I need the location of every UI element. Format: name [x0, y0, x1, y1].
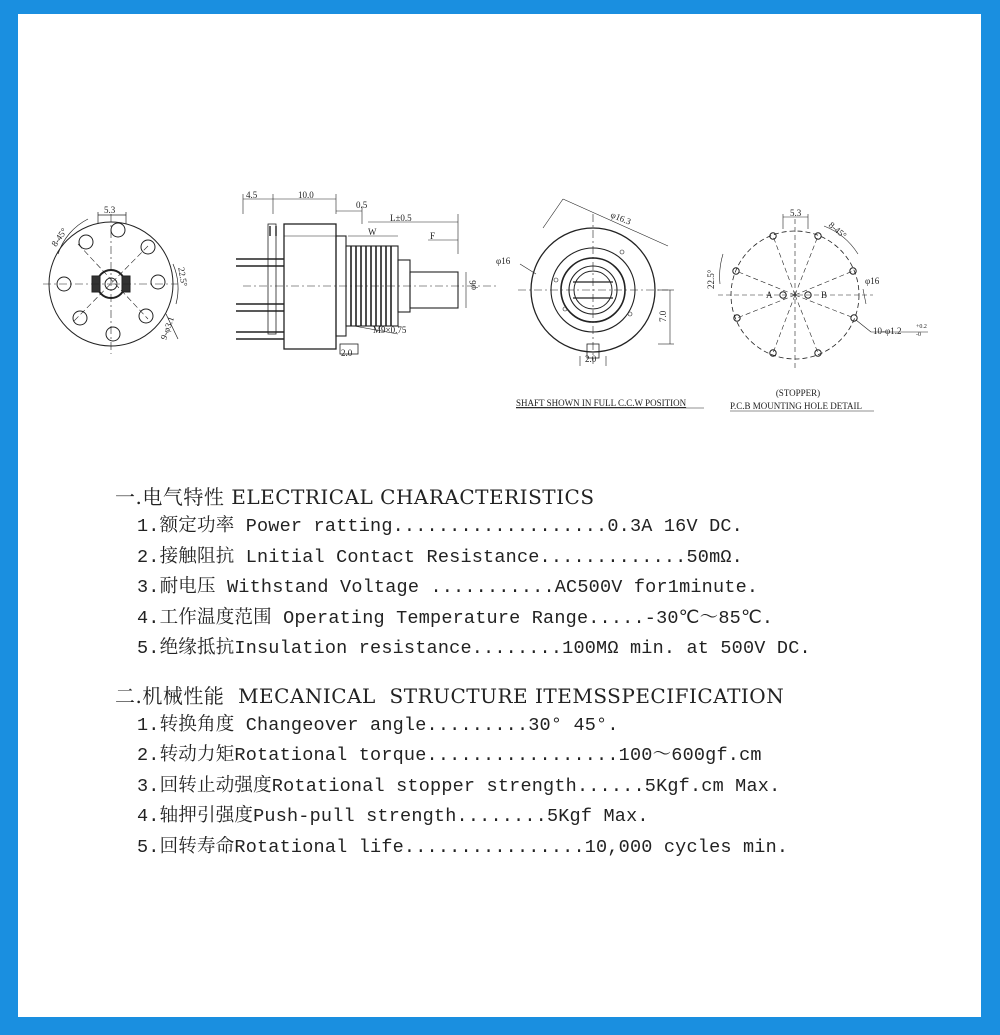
electrical-section-title: 一.电气特性 ELECTRICAL CHARACTERISTICS — [115, 485, 595, 509]
svg-text:4.5: 4.5 — [246, 190, 258, 200]
svg-text:L±0.5: L±0.5 — [390, 213, 412, 223]
svg-text:10.0: 10.0 — [298, 190, 314, 200]
svg-text:22.5°: 22.5° — [176, 266, 190, 288]
svg-text:8-45°: 8-45° — [826, 219, 849, 241]
specifications — [115, 482, 955, 863]
mechanical-item-3: 3.回转止动强度Rotational stopper strength......5Kgf.cm Max. — [137, 775, 781, 797]
svg-text:W: W — [368, 227, 377, 237]
mechanical-item-2: 2.转动力矩Rotational torque.................100～600gf.cm — [137, 745, 762, 766]
svg-text:A: A — [766, 290, 773, 300]
mechanical-item-5: 5.回转寿命Rotational life................10,000 cycles min. — [137, 836, 789, 858]
mechanical-section-title: 二.机械性能 MECANICAL STRUCTURE ITEMSSPECIFICATION — [115, 683, 785, 708]
svg-text:φ16: φ16 — [865, 276, 880, 286]
electrical-item-1: 1.额定功率 Power ratting...................0.3A 16V DC. — [137, 516, 743, 537]
svg-text:22.5°: 22.5° — [706, 269, 716, 289]
electrical-item-4: 4.工作温度范围 Operating Temperature Range.....-30℃～85℃. — [137, 607, 774, 629]
svg-text:5.3: 5.3 — [104, 205, 116, 215]
electrical-item-5: 5.绝缘抵抗Insulation resistance........100MΩ min. at 500V DC. — [137, 638, 811, 659]
shaft-position-caption: SHAFT SHOWN IN FULL C.C.W POSITION — [516, 398, 687, 408]
svg-text:7.0: 7.0 — [658, 310, 668, 322]
pcb-hole-caption: P.C.B MOUNTING HOLE DETAIL — [730, 401, 863, 411]
svg-text:+0.2: +0.2 — [916, 324, 927, 330]
side-view — [236, 194, 498, 354]
svg-text:5.3: 5.3 — [790, 208, 802, 218]
mechanical-item-4: 4.轴押引强度Push-pull strength........5Kgf Max. — [137, 806, 649, 827]
stopper-caption: (STOPPER) — [775, 388, 821, 398]
electrical-item-3: 3.耐电压 Withstand Voltage ...........AC500V for1minute. — [137, 577, 759, 598]
svg-text:9-φ3.1: 9-φ3.1 — [158, 315, 177, 342]
drawing-sheet — [18, 14, 981, 1017]
svg-text:-0: -0 — [916, 332, 921, 338]
svg-text:φ16.3: φ16.3 — [609, 209, 633, 227]
mechanical-item-1: 1.转换角度 Changeover angle.........30° 45°. — [137, 714, 619, 736]
svg-text:F: F — [430, 231, 436, 241]
svg-text:8-45°: 8-45° — [49, 226, 70, 249]
svg-text:B: B — [821, 290, 828, 300]
potentiometer-technical-drawing — [18, 14, 981, 444]
svg-text:10-φ1.2: 10-φ1.2 — [873, 326, 902, 336]
svg-text:2.0: 2.0 — [341, 348, 353, 358]
svg-text:φ16: φ16 — [496, 256, 511, 266]
svg-text:0.5: 0.5 — [356, 200, 368, 210]
electrical-item-2: 2.接触阻抗 Lnitial Contact Resistance.............50mΩ. — [137, 546, 743, 568]
front-view — [518, 199, 674, 366]
svg-text:φ6: φ6 — [468, 280, 478, 290]
svg-text:2.0: 2.0 — [585, 354, 597, 364]
svg-text:M9×0.75: M9×0.75 — [373, 325, 407, 335]
